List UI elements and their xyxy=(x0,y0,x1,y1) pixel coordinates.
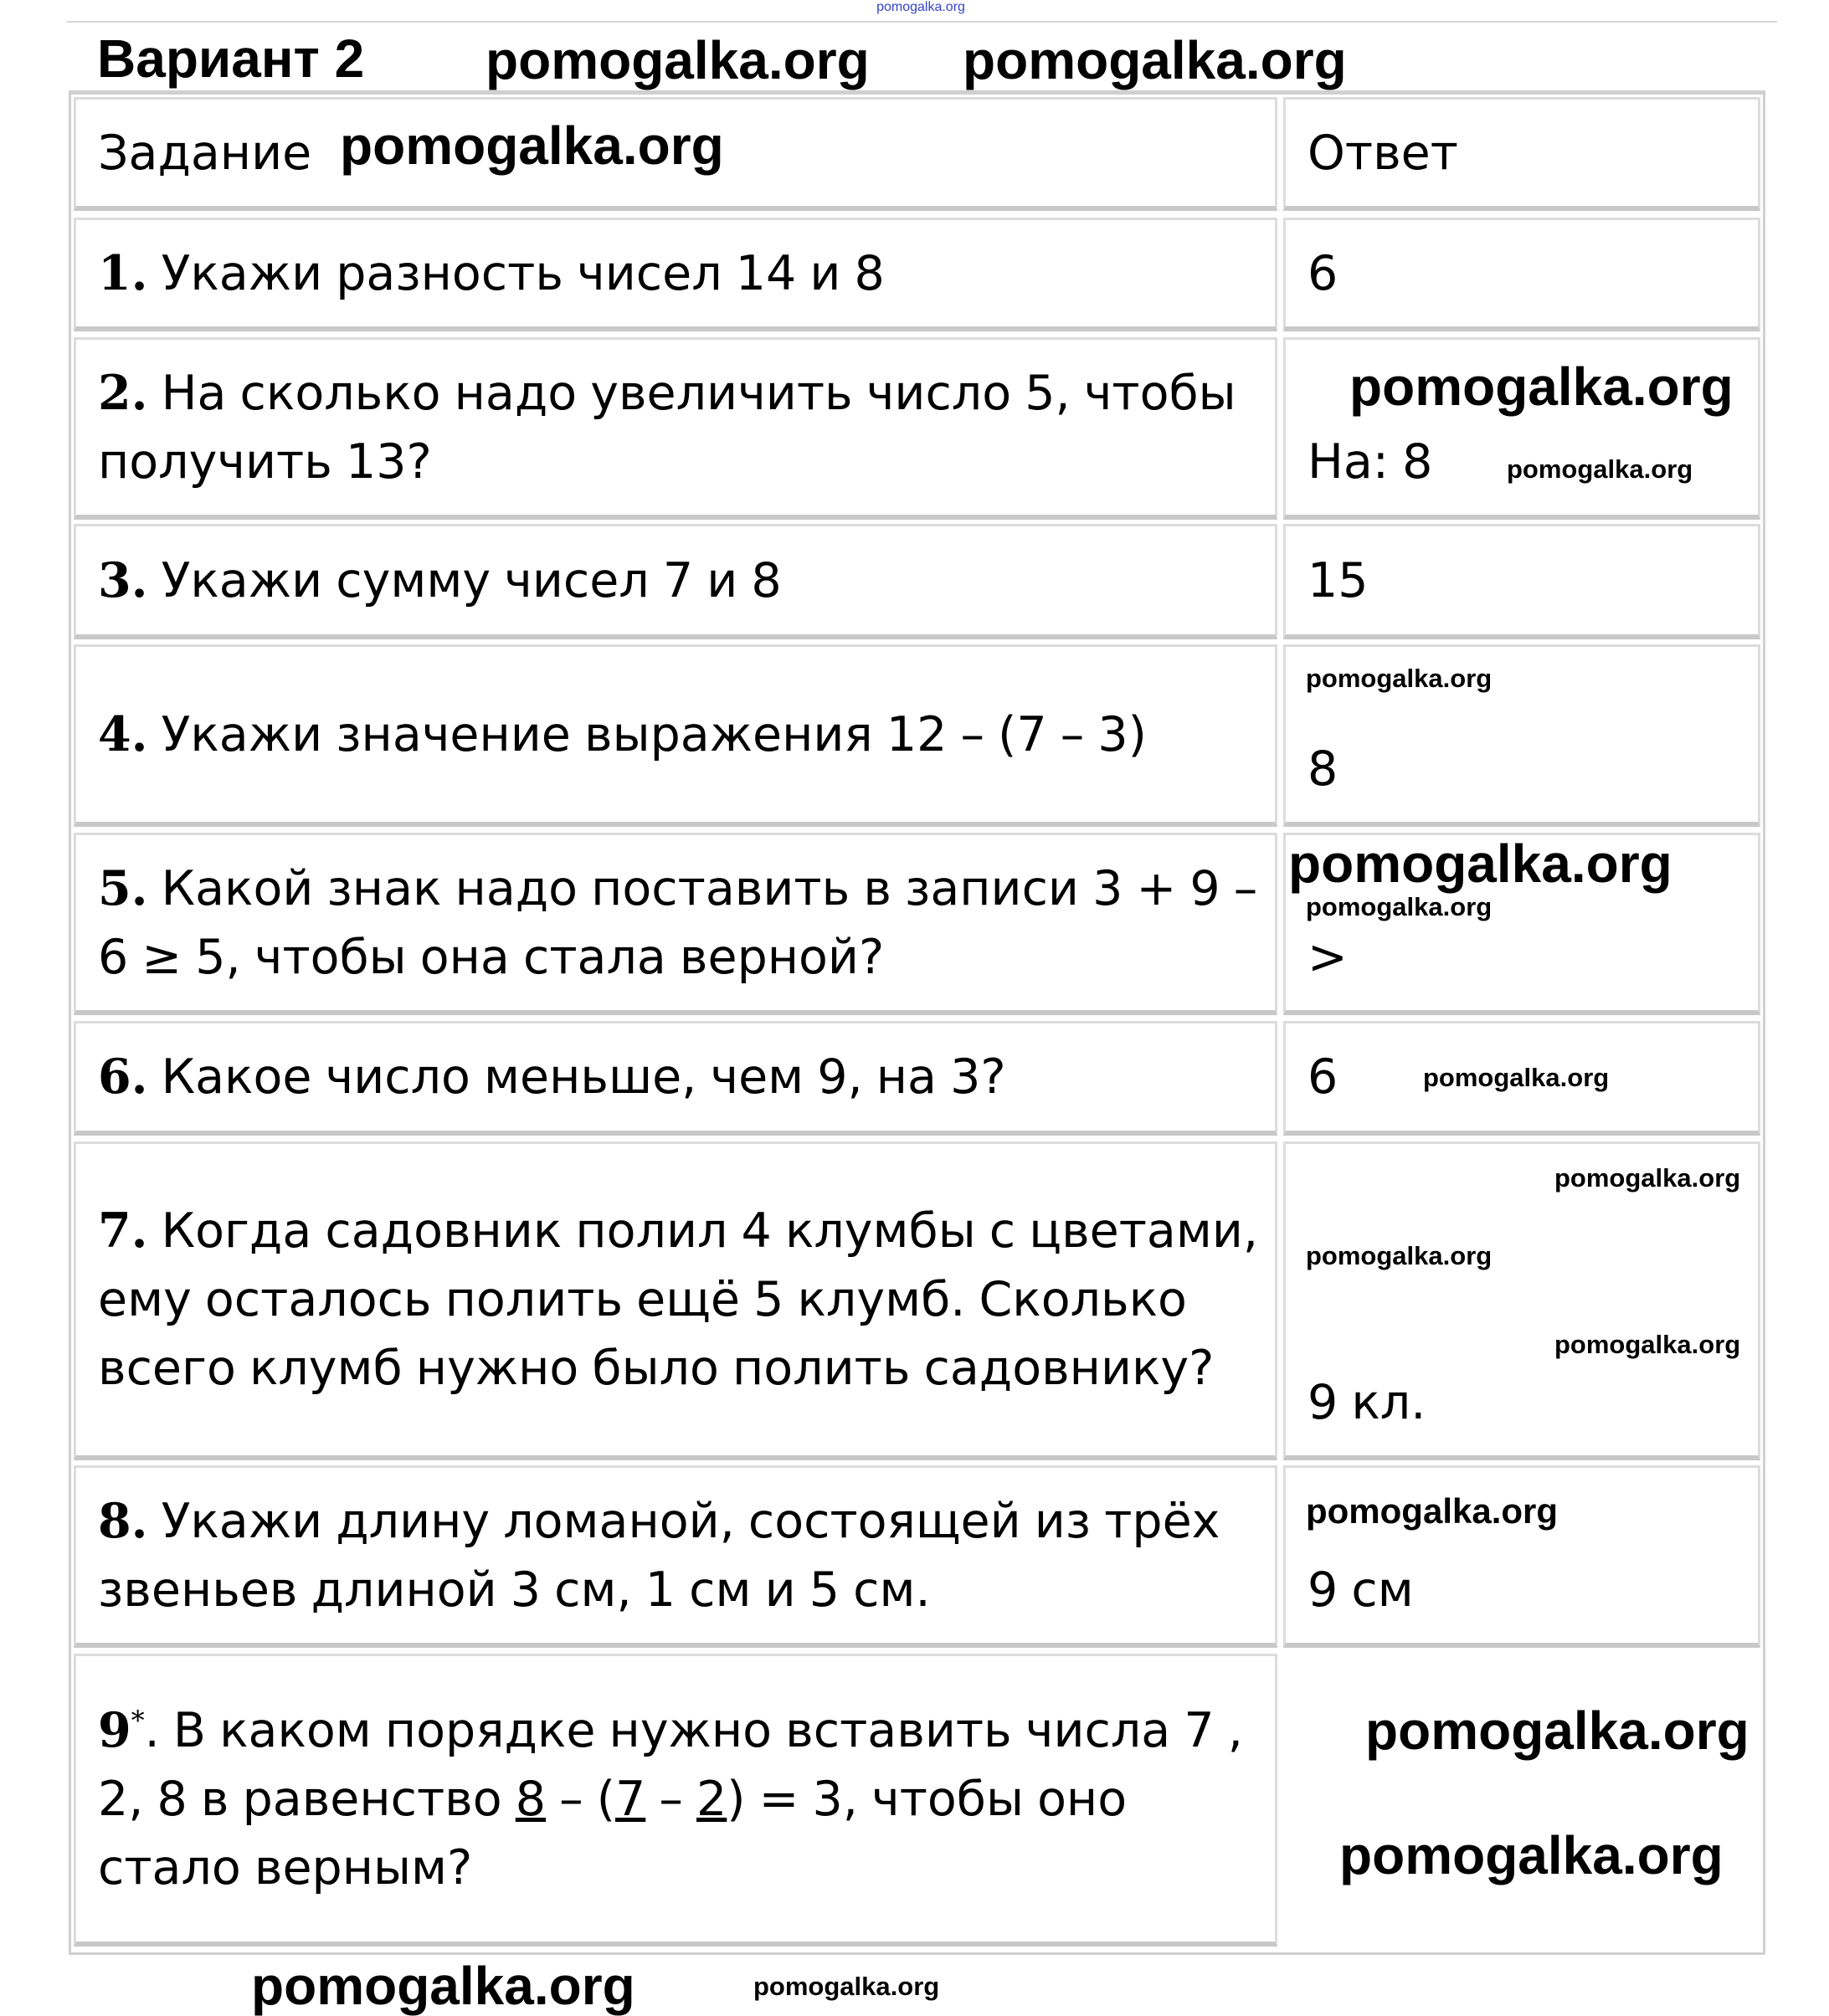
question-1 xyxy=(74,218,1277,331)
question-number: 9 xyxy=(98,1701,131,1758)
question-text: Когда садовник полил 4 клумбы с цветами, ему осталось полить ещё 5 клумб. Сколько всего клумб нужно было полить садовнику? xyxy=(98,1203,1259,1396)
watermark: pomogalka.org xyxy=(486,30,870,90)
question-star: * xyxy=(131,1704,145,1736)
question-7 xyxy=(74,1141,1277,1460)
answer-text: 9 см xyxy=(1308,1562,1414,1618)
answer-1 xyxy=(1283,218,1760,331)
question-text: На сколько надо увеличить число 5, чтобы получить 13? xyxy=(98,365,1236,490)
watermark: pomogalka.org xyxy=(1507,454,1693,484)
watermark: pomogalka.org xyxy=(1339,1825,1724,1885)
answer-text: 8 xyxy=(1308,741,1338,797)
question-number: 8. xyxy=(98,1492,148,1549)
question-number: 3. xyxy=(98,551,148,608)
question-8 xyxy=(74,1465,1277,1648)
watermark: pomogalka.org xyxy=(1554,1163,1741,1193)
watermark: pomogalka.org xyxy=(340,115,724,176)
question-number: 2. xyxy=(98,364,148,421)
top-watermark: pomogalka.org xyxy=(876,0,965,14)
page-title: Вариант 2 xyxy=(97,28,365,89)
underlined-number: 8 xyxy=(515,1771,547,1827)
watermark: pomogalka.org xyxy=(1554,1330,1741,1359)
question-5 xyxy=(74,833,1277,1015)
question-4 xyxy=(74,644,1277,827)
answer-text: 6 xyxy=(1308,1049,1338,1105)
header-task-label: Задание xyxy=(98,125,312,181)
answer-3 xyxy=(1283,524,1760,639)
question-9 xyxy=(74,1654,1277,1947)
question-text: . В каком порядке нужно вставить числа 7 , 2, 8 в равенство xyxy=(98,1702,1243,1827)
watermark: pomogalka.org xyxy=(753,1972,940,2001)
question-text: Укажи длину ломаной, состоящей из трёх звеньев длиной 3 см, 1 см и 5 см. xyxy=(98,1493,1220,1618)
watermark: pomogalka.org xyxy=(1423,1063,1610,1092)
watermark: pomogalka.org xyxy=(1288,834,1672,894)
underlined-number: 2 xyxy=(696,1771,727,1827)
question-text: ) = 3, чтобы оно стало верным? xyxy=(98,1771,1128,1895)
header-answer xyxy=(1283,97,1760,211)
header-answer-label: Ответ xyxy=(1308,125,1458,181)
watermark: pomogalka.org xyxy=(1365,1701,1749,1761)
question-text: – xyxy=(645,1771,697,1827)
question-text: Укажи сумму чисел 7 и 8 xyxy=(161,552,782,608)
question-6 xyxy=(74,1021,1277,1136)
watermark: pomogalka.org xyxy=(1306,664,1492,693)
question-text: – ( xyxy=(546,1771,616,1827)
divider xyxy=(67,21,1777,23)
answer-text: На: 8 xyxy=(1308,434,1433,490)
question-number: 7. xyxy=(98,1203,148,1259)
answer-text: 6 xyxy=(1308,245,1338,301)
answer-text: 9 кл. xyxy=(1308,1375,1426,1430)
question-text: Укажи разность чисел 14 и 8 xyxy=(161,245,885,301)
question-number: 6. xyxy=(98,1049,148,1105)
question-text: Какое число меньше, чем 9, на 3? xyxy=(161,1049,1006,1105)
question-number: 5. xyxy=(98,859,148,916)
answer-text: 15 xyxy=(1308,552,1369,608)
question-number: 4. xyxy=(98,705,148,762)
question-text: Какой знак надо поставить в записи 3 + 9 – 6 ≥ 5, чтобы она стала верной? xyxy=(98,860,1258,985)
underlined-number: 7 xyxy=(615,1771,646,1827)
watermark: pomogalka.org xyxy=(1306,1491,1559,1531)
question-text: Укажи значение выражения 12 – (7 – 3) xyxy=(161,706,1147,762)
watermark: pomogalka.org xyxy=(1306,1241,1492,1270)
watermark: pomogalka.org xyxy=(1349,357,1734,417)
question-2 xyxy=(74,337,1277,520)
question-3 xyxy=(74,524,1277,639)
answer-text: > xyxy=(1308,930,1348,985)
watermark: pomogalka.org xyxy=(1306,892,1492,921)
watermark: pomogalka.org xyxy=(963,30,1347,90)
watermark: pomogalka.org xyxy=(251,1956,635,2016)
answer-9 xyxy=(1283,1654,1760,1947)
question-number: 1. xyxy=(98,244,148,301)
